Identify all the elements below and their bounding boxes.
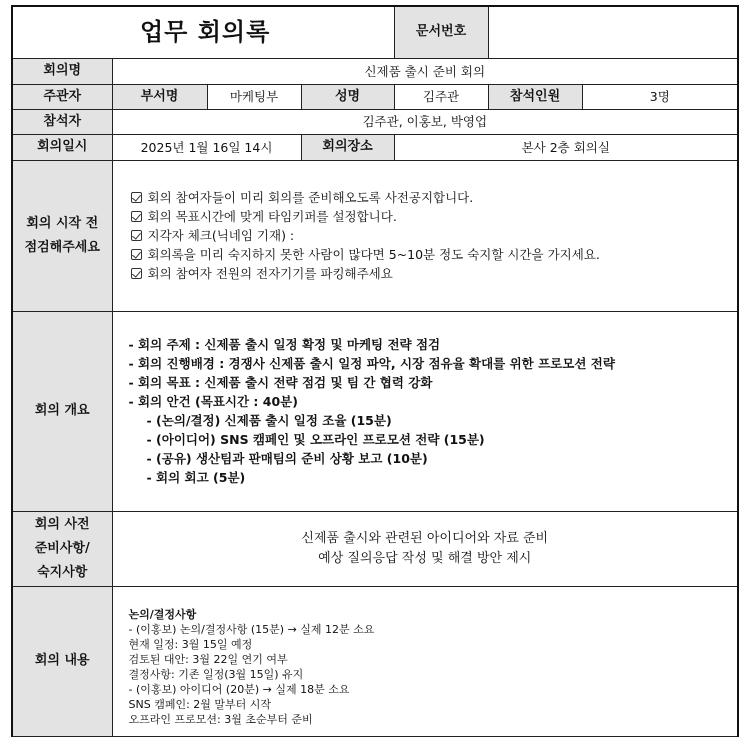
datetime-label: 회의일시: [12, 134, 112, 160]
content-line: 결정사항: 기존 일정(3월 15일) 유지: [128, 667, 304, 681]
name-label: 성명: [301, 84, 394, 109]
checklist-item[interactable]: [131, 245, 738, 264]
content-line: 현재 일정: 3월 15일 예정: [128, 637, 253, 651]
overview-row: [12, 311, 738, 511]
preparation-row: [12, 511, 738, 586]
checklist-item[interactable]: [131, 226, 738, 245]
meeting-content[interactable]: [112, 586, 738, 736]
agenda-item: - (아이디어) SNS 캠페인 및 오프라인 프로모션 전략 (15분): [146, 432, 485, 447]
overview-goal: - 회의 목표 : 신제품 출시 전략 점검 및 팀 간 협력 강화: [128, 375, 433, 390]
pre-check-list: [112, 160, 738, 311]
checklist-item[interactable]: [131, 264, 738, 283]
pre-check-row: [12, 160, 738, 311]
content-line: 검토된 대안: 3월 22일 연기 여부: [128, 652, 288, 666]
checklist-item-text: 회의 참여자 전원의 전자기기를 파킹해주세요: [147, 266, 393, 281]
checklist-item-text: 회의록을 미리 숙지하지 못한 사람이 많다면 5~10분 정도 숙지할 시간을 가지세요.: [147, 247, 600, 262]
checkbox-checked-icon[interactable]: [131, 268, 142, 279]
overview-content[interactable]: [112, 311, 738, 511]
preparation-line: 신제품 출시와 관련된 아이디어와 자료 준비: [301, 530, 549, 546]
dept-label: 부서명: [112, 84, 207, 109]
overview-background: - 회의 진행배경 : 경쟁사 신제품 출시 일정 파악, 시장 점유율 확대를 위한 프로모션 전략: [128, 356, 615, 371]
attendees-value[interactable]: 김주관, 이홍보, 박영업: [112, 109, 738, 134]
checklist-item[interactable]: [131, 207, 738, 226]
meeting-name-label: 회의명: [12, 58, 112, 84]
place-value[interactable]: 본사 2층 회의실: [394, 134, 738, 160]
agenda-item: - (공유) 생산팀과 판매팀의 준비 상황 보고 (10분): [146, 451, 428, 466]
agenda-item: - 회의 회고 (5분): [146, 470, 246, 485]
checkbox-checked-icon[interactable]: [131, 211, 142, 222]
attendees-row: [12, 109, 738, 134]
attendees-label: 참석자: [12, 109, 112, 134]
content-line: - (이홍보) 아이디어 (20분) → 실제 18분 소요: [128, 682, 350, 696]
content-row: [12, 586, 738, 736]
datetime-row: [12, 134, 738, 160]
pre-check-label-line2: 점검해주세요: [24, 239, 100, 255]
meeting-name-row: [12, 58, 738, 84]
document-title: 업무 회의록: [12, 6, 394, 58]
doc-number-label: 문서번호: [394, 6, 488, 58]
checkbox-checked-icon[interactable]: [131, 249, 142, 260]
overview-agenda: - 회의 안건 (목표시간 : 40분): [128, 394, 298, 409]
content-heading: 논의/결정사항: [128, 607, 197, 621]
title-row: [12, 6, 738, 58]
name-value[interactable]: 김주관: [394, 84, 488, 109]
meeting-minutes-table: [11, 5, 739, 737]
overview-label: 회의 개요: [12, 311, 112, 511]
checklist-item[interactable]: [131, 188, 738, 207]
preparation-line: 예상 질의응답 작성 및 해결 방안 제시: [318, 550, 532, 566]
content-line: SNS 캠페인: 2월 말부터 시작: [128, 697, 272, 711]
agenda-item: - (논의/결정) 신제품 출시 일정 조율 (15분): [146, 413, 392, 428]
datetime-value[interactable]: 2025년 1월 16일 14시: [112, 134, 301, 160]
dept-value[interactable]: 마케팅부: [207, 84, 301, 109]
checklist-item-text: 회의 목표시간에 맞게 타임키퍼를 설정합니다.: [147, 209, 397, 224]
pre-check-label-line1: 회의 시작 전: [26, 215, 99, 231]
attendee-count-value[interactable]: 3명: [582, 84, 738, 109]
meeting-name-value[interactable]: 신제품 출시 준비 회의: [112, 58, 738, 84]
content-line: 오프라인 프로모션: 3월 초순부터 준비: [128, 712, 313, 726]
checklist-item-text: 회의 참여자들이 미리 회의를 준비해오도록 사전공지합니다.: [147, 190, 474, 205]
organizer-label: 주관자: [12, 84, 112, 109]
checkbox-checked-icon[interactable]: [131, 230, 142, 241]
attendee-count-label: 참석인원: [488, 84, 582, 109]
organizer-row: [12, 84, 738, 109]
checkbox-checked-icon[interactable]: [131, 192, 142, 203]
overview-topic: - 회의 주제 : 신제품 출시 일정 확정 및 마케팅 전략 점검: [128, 337, 441, 352]
preparation-label: 회의 사전 준비사항/ 숙지사항: [12, 511, 112, 586]
pre-check-label: [12, 160, 112, 311]
checklist-item-text: 지각자 체크(닉네임 기재) :: [147, 228, 295, 243]
content-line: - (이홍보) 논의/결정사항 (15분) → 실제 12분 소요: [128, 622, 375, 636]
content-label: 회의 내용: [12, 586, 112, 736]
preparation-content[interactable]: [112, 511, 738, 586]
meeting-minutes-sheet: [11, 5, 737, 737]
doc-number-value[interactable]: [488, 6, 738, 58]
place-label: 회의장소: [301, 134, 394, 160]
